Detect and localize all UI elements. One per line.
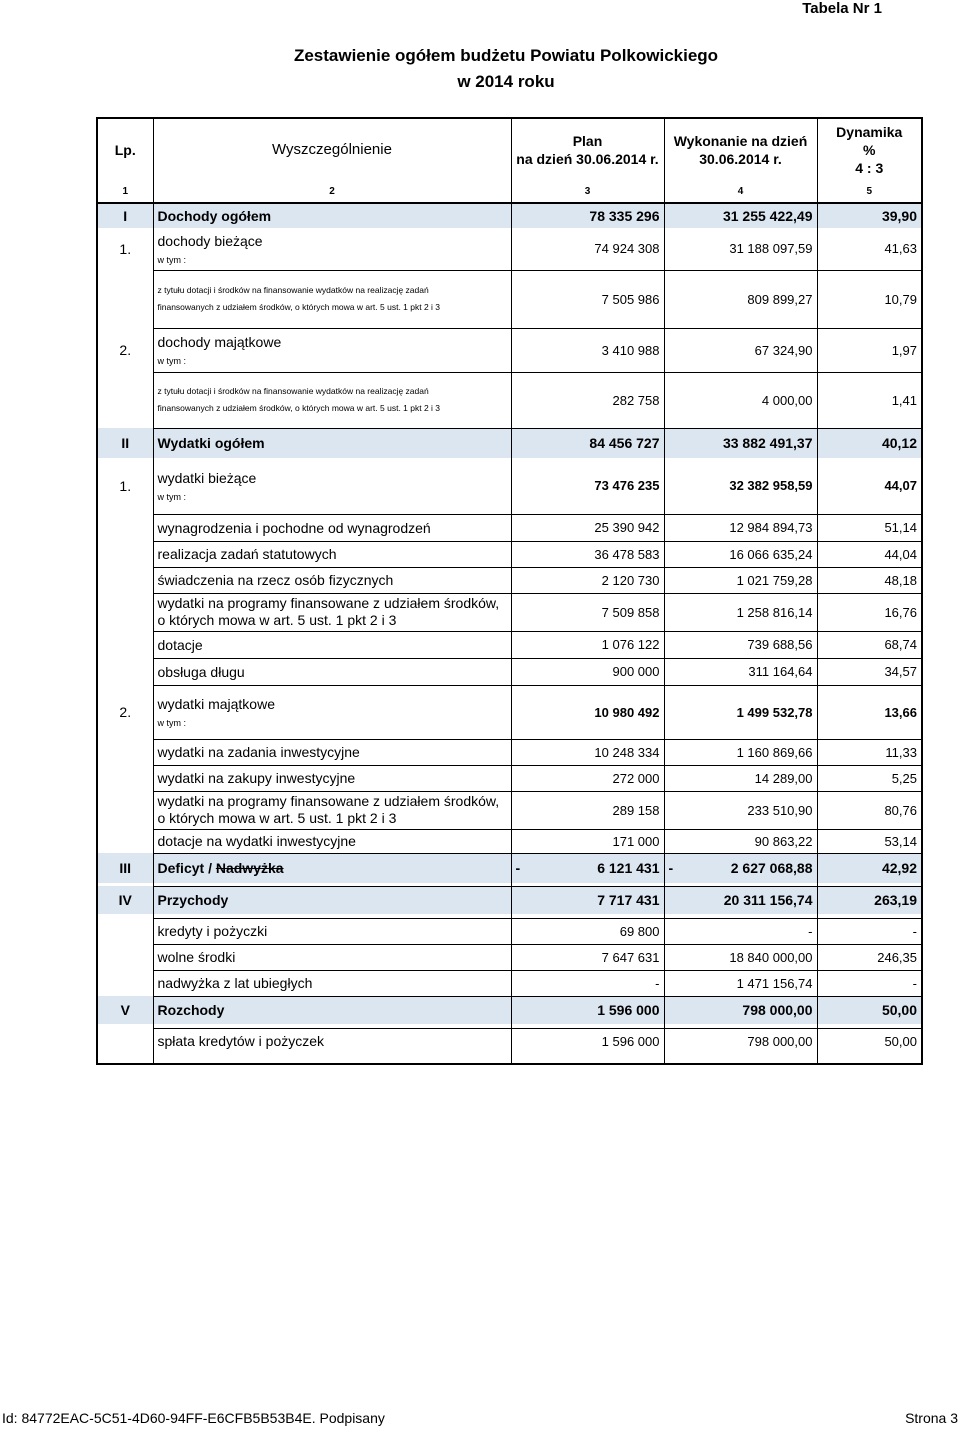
page-number: Strona 3 <box>905 1410 958 1426</box>
table-row: obsługa długu 900 000 311 164,64 34,57 <box>97 658 922 685</box>
footer <box>2 1410 958 1426</box>
table-row: wolne środki 7 647 631 18 840 000,00 246,35 <box>97 944 922 970</box>
section-deficit: III Deficyt / Nadwyżka - 6 121 431 - 2 627 068,88 42,92 <box>97 853 922 883</box>
section-expenses: II Wydatki ogółem 84 456 727 33 882 491,37 40,12 <box>97 428 922 458</box>
header-desc: Wyszczególnienie <box>153 118 511 180</box>
table-row: wydatki na zakupy inwestycyjne 272 000 14 289,00 5,25 <box>97 765 922 791</box>
table-row: nadwyżka z lat ubiegłych - 1 471 156,74 - <box>97 970 922 996</box>
header-lp: Lp. <box>114 141 136 158</box>
table-row: wydatki na programy finansowane z udziałem środków, o których mowa w art. 5 ust. 1 pkt 2 i 3 289 158 233 510,90 80,76 <box>97 791 922 829</box>
header-plan: Plan na dzień 30.06.2014 r. <box>511 118 664 180</box>
table-row: z tytułu dotacji i środków na finansowanie wydatków na realizację zadań finansowanych z udziałem środków, o których mowa w art. 5 ust. 1 pkt 2 i 3 282 758 4 000,00 1,41 <box>97 372 922 428</box>
header-exec: Wykonanie na dzień 30.06.2014 r. <box>664 118 817 180</box>
table-number: Tabela Nr 1 <box>802 0 882 17</box>
column-numbers-row: 1 2 3 4 5 <box>97 180 922 203</box>
table-row: wynagrodzenia i pochodne od wynagrodzeń 25 390 942 12 984 894,73 51,14 <box>97 514 922 541</box>
table-row: spłata kredytów i pożyczek 1 596 000 798 000,00 50,00 <box>97 1028 922 1054</box>
table-row: świadczenia na rzecz osób fizycznych 2 120 730 1 021 759,28 48,18 <box>97 567 922 593</box>
page-subtitle: w 2014 roku <box>457 72 555 91</box>
section-revenues: IV Przychody 7 717 431 20 311 156,74 263,19 <box>97 886 922 914</box>
section-income: I Dochody ogółem 78 335 296 31 255 422,49 39,90 <box>97 203 922 228</box>
table-row: 2. wydatki majątkowe w tym : 10 980 492 1 499 532,78 13,66 <box>97 685 922 739</box>
table-row: wydatki na zadania inwestycyjne 10 248 334 1 160 869,66 11,33 <box>97 739 922 765</box>
table-row: z tytułu dotacji i środków na finansowanie wydatków na realizację zadań finansowanych z udziałem środków, o których mowa w art. 5 ust. 1 pkt 2 i 3 7 505 986 809 899,27 10,79 <box>97 270 922 328</box>
table-row: 2. dochody majątkowe w tym : 3 410 988 67 324,90 1,97 <box>97 328 922 372</box>
table-row: wydatki na programy finansowane z udziałem środków, o których mowa w art. 5 ust. 1 pkt 2 i 3 7 509 858 1 258 816,14 16,76 <box>97 593 922 631</box>
page-title: Zestawienie ogółem budżetu Powiatu Polkowickiego <box>293 46 719 65</box>
header-row <box>97 118 922 180</box>
table-row: dotacje 1 076 122 739 688,56 68,74 <box>97 631 922 658</box>
table-row: kredyty i pożyczki 69 800 - - <box>97 918 922 944</box>
section-outflows: V Rozchody 1 596 000 798 000,00 50,00 <box>97 996 922 1024</box>
table-row: 1. wydatki bieżące w tym : 73 476 235 32 382 958,59 44,07 <box>97 458 922 514</box>
header-dynamics: Dynamika % 4 : 3 <box>817 118 922 180</box>
table-row: 1. dochody bieżące w tym : 74 924 308 31 188 097,59 41,63 <box>97 228 922 270</box>
document-id: Id: 84772EAC-5C51-4D60-94FF-E6CFB5B53B4E. Podpisany <box>2 1410 385 1426</box>
table-row: realizacja zadań statutowych 36 478 583 16 066 635,24 44,04 <box>97 541 922 567</box>
budget-table <box>96 117 923 1065</box>
table-row: dotacje na wydatki inwestycyjne 171 000 90 863,22 53,14 <box>97 829 922 853</box>
